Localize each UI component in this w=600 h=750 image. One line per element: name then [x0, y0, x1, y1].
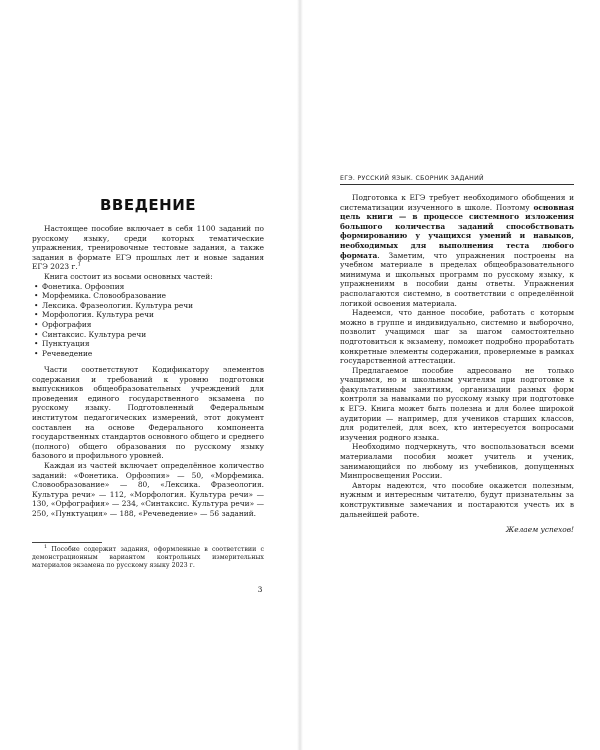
list-item-label: Синтаксис. Культура речи	[42, 329, 147, 339]
list-item-label: Морфология. Культура речи	[42, 310, 154, 320]
body-paragraph: Предлагаемое пособие адресовано не только учащимся, но и школьным учителям при подготовке к факультативным занятиям, организации разных форм контроля за навыками по русскому языку при подготовке к ЕГЭ. Книга может быть полезна и для более широкой аудитории — например, для учеников старших классов, для родителей, для всех, кто интересуется вопросами изучения родного языка.	[340, 365, 574, 442]
intro-section	[32, 224, 264, 358]
left-page	[0, 0, 298, 750]
header-divider	[340, 184, 574, 185]
list-item	[32, 291, 264, 301]
list-item-label: Лексика. Фразеология. Культура речи	[42, 300, 194, 310]
list-item	[32, 301, 264, 311]
right-page	[302, 0, 600, 750]
bullet-icon: •	[34, 339, 39, 349]
bullet-icon: •	[34, 281, 39, 291]
page-number: 3	[257, 585, 263, 594]
list-item	[32, 282, 264, 292]
list-item-label: Фонетика. Орфоэпия	[42, 281, 125, 291]
list-item-label: Морфемика. Словообразование	[42, 291, 167, 301]
body-paragraph	[340, 193, 574, 308]
body-paragraph: Необходимо подчеркнуть, что воспользоваться всеми материалами пособия может учитель и ученик, занимающийся по любому из учебников, допущенных Минпросвещения России.	[340, 442, 574, 481]
footnote-mark: 1	[44, 543, 48, 550]
bullet-icon: •	[34, 291, 39, 301]
list-item	[32, 310, 264, 320]
paragraph-text: . Заметим, что упражнения построены на учебном материале в пределах общеобразовательного минимума и школьных программ по русскому языку, к упражнениям в пособии даны ответы. Упражнения располагаются системно, в соответствии с определённой логикой освоения материала.	[340, 250, 574, 308]
list-item-label: Речеведение	[42, 348, 93, 358]
parts-intro: Книга состоит из восьми основных частей:	[44, 271, 213, 281]
list-item	[32, 339, 264, 349]
footnote	[32, 543, 264, 571]
running-head: ЕГЭ. РУССКИЙ ЯЗЫК. СБОРНИК ЗАДАНИЙ	[340, 175, 484, 182]
list-item	[32, 349, 264, 359]
list-item-label: Орфография	[42, 319, 92, 329]
intro-text: Настоящее пособие включает в себя 1100 заданий по русскому языку, среди которых тематические упражнения, тренировочные тестовые задания, а также задания в формате ЕГЭ прошлых лет и новые задания ЕГЭ 2023 г.	[32, 224, 264, 272]
paragraph-text: Подготовка к ЕГЭ требует необходимого обобщения и систематизации изученного в школе. Поэтому	[340, 193, 574, 212]
footnote-ref: 1	[77, 261, 81, 268]
bullet-icon: •	[34, 319, 39, 329]
body-paragraph: Каждая из частей включает определённое количество заданий: «Фонетика. Орфоэпия» — 50, «Морфемика. Словообразование» — 80, «Лексика. Фразеология. Культура речи» — 112, «Морфология. Культура речи» — 130, «Орфография» — 234, «Синтаксис. Культура речи» — 250, «Пунктуация» — 188, «Речеведение» — 56 заданий.	[32, 460, 264, 518]
bullet-icon: •	[34, 348, 39, 358]
bullet-icon: •	[34, 329, 39, 339]
footnote-divider	[32, 542, 102, 543]
parts-list	[32, 282, 264, 359]
closing-line: Желаем успехов!	[505, 525, 574, 535]
list-item-label: Пунктуация	[42, 339, 90, 349]
body-paragraph: Надеемся, что данное пособие, работать с которым можно в группе и индивидуально, системно и выборочно, позволит учащимся шаг за шагом самостоятельно подготовиться к экзамену, поможет подробно проработать конкретные элементы содержания, проверяемые в рамках государственной аттестации.	[340, 308, 574, 366]
right-body-section	[340, 193, 574, 535]
bold-emphasis: основная цель книги — в процессе системного изложения большого количества заданий способствовать формированию у учащихся умений и навыков, необходимых для выполнения теста любого формата	[340, 202, 574, 260]
footnote-text: Пособие содержит задания, оформленные в соответствии с демонстрационным вариантом контрольных измерительных материалов экзамена по русскому языку 2023 г.	[32, 546, 264, 570]
list-item	[32, 330, 264, 340]
body-paragraph: Авторы надеются, что пособие окажется полезным, нужным и интересным читателю, будут признательны за конструктивные замечания и постараются учесть их в дальнейшей работе.	[340, 480, 574, 519]
bullet-icon: •	[34, 310, 39, 320]
bullet-icon: •	[34, 300, 39, 310]
body-section	[32, 365, 264, 519]
intro-paragraph	[32, 224, 264, 272]
body-paragraph: Части соответствуют Кодификатору элементов содержания и требований к уровню подготовки выпускников общеобразовательных учреждений для проведения единого государственного экзамена по русскому языку. Подготовленный Федеральным институтом педагогических измерений, этот документ составлен на основе Федерального компонента государственных стандартов основного общего и среднего (полного) общего образования по русскому языку базового и профильного уровней.	[32, 365, 264, 461]
page-title: ВВЕДЕНИЕ	[99, 196, 197, 214]
list-item	[32, 320, 264, 330]
